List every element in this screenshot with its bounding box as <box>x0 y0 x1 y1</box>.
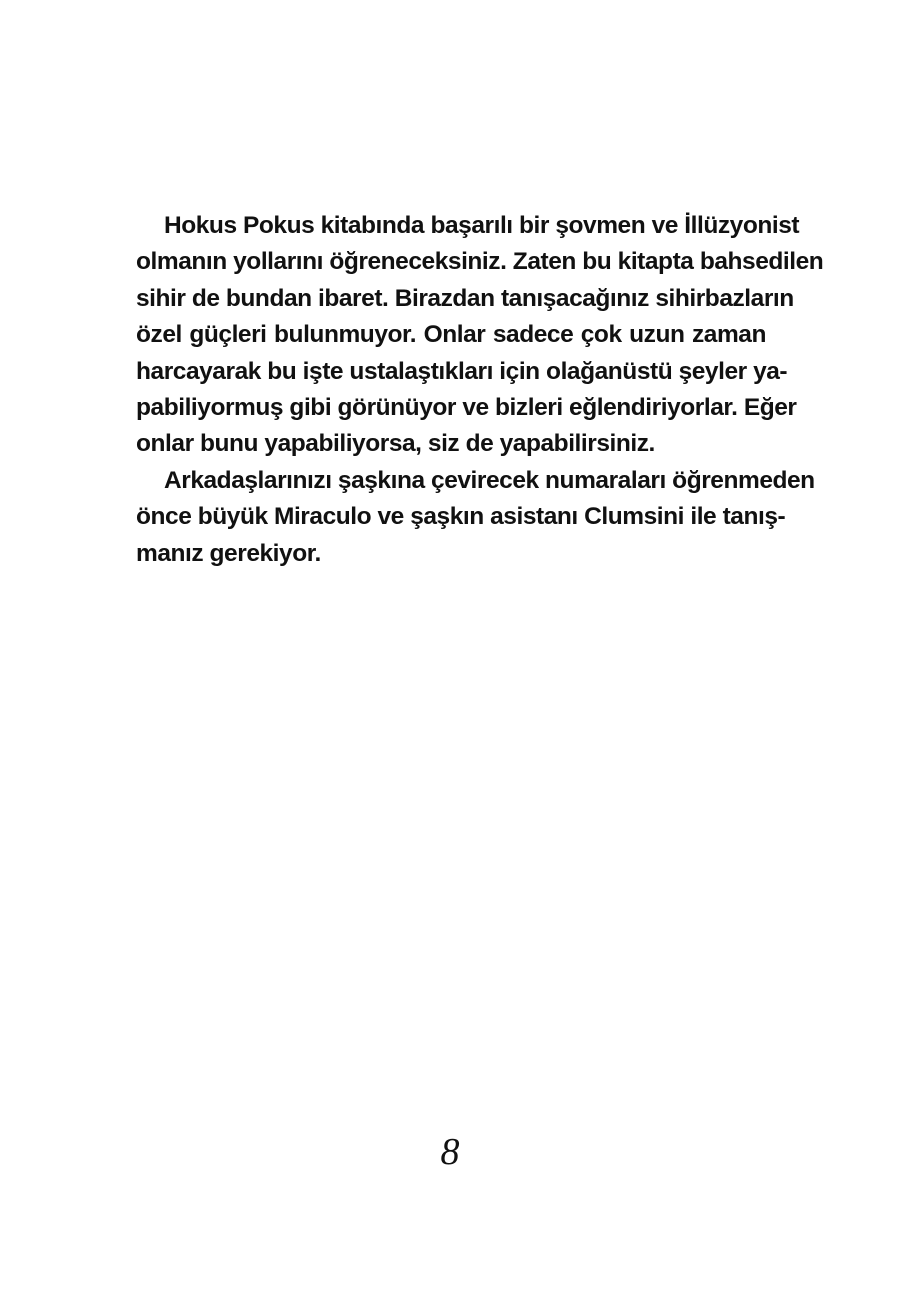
text-line: sihir de bundan ibaret. Birazdan tanışacağınız sihirbazların <box>136 284 794 312</box>
text-line: özel güçleri bulunmuyor. Onlar sadece çok uzun zaman <box>136 321 766 349</box>
text-line: Hokus Pokus kitabında başarılı bir şovmen ve İllüzyonist <box>164 212 800 239</box>
text-line: manız gerekiyor. <box>136 539 321 567</box>
text-line: olmanın yollarını öğreneceksiniz. Zaten bu kitapta bahsedilen <box>136 248 824 276</box>
text-line: Arkadaşlarınızı şaşkına çevirecek numaraları öğrenmeden <box>164 466 815 494</box>
text-line: önce büyük Miraculo ve şaşkın asistanı Clumsini ile tanış- <box>136 503 786 531</box>
paragraph-1 <box>136 208 824 463</box>
text-line: pabiliyormuş gibi görünüyor ve bizleri eğlendiriyorlar. Eğer <box>136 394 797 422</box>
text-line: harcayarak bu işte ustalaştıkları için olağanüstü şeyler ya- <box>136 357 788 385</box>
body-text <box>136 208 824 572</box>
paragraph-2 <box>136 463 815 572</box>
page-number: 8 <box>440 1131 460 1173</box>
text-line: onlar bunu yapabiliyorsa, siz de yapabilirsiniz. <box>136 430 655 458</box>
